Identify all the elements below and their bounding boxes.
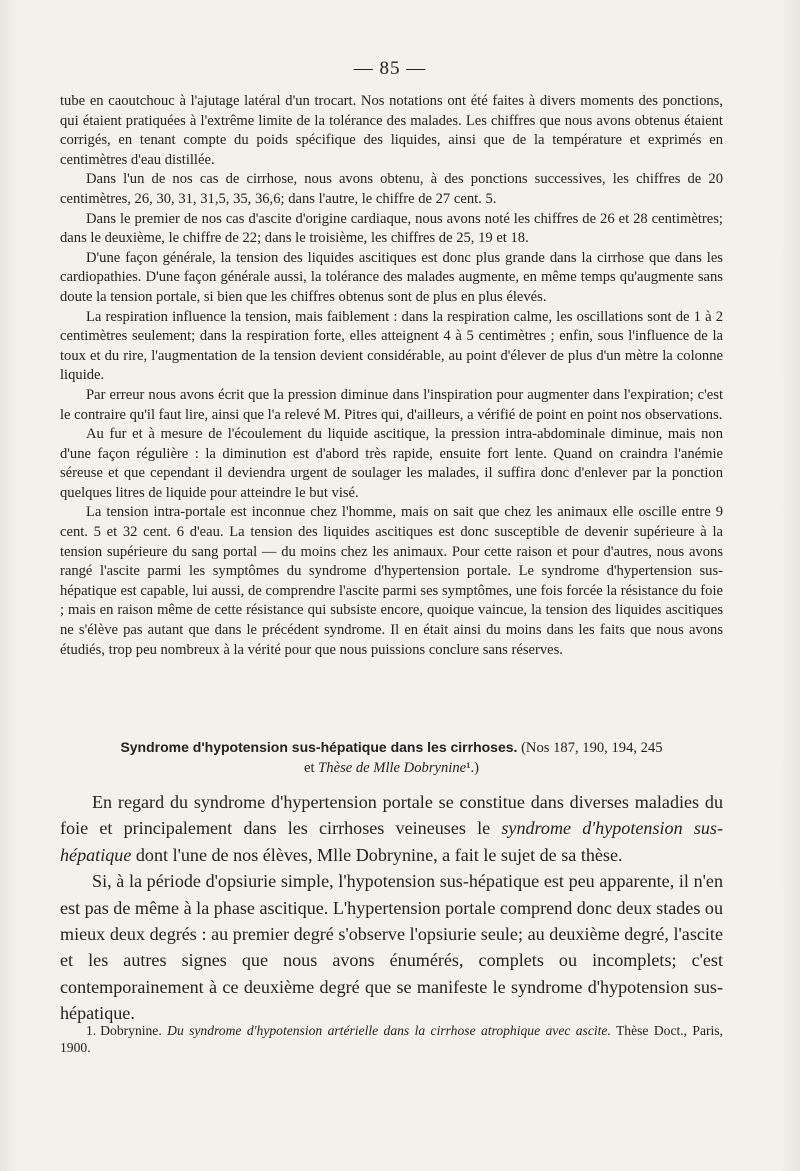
section-subtitle-thesis: Thèse de Mlle Dobrynine	[318, 760, 467, 776]
footnote-title: Du syndrome d'hypotension artérielle dans la cirrhose atrophique avec ascite.	[167, 1023, 611, 1038]
footnote-author: Dobrynine.	[100, 1023, 162, 1038]
section-subtitle-suffix: ¹.)	[466, 760, 479, 776]
paragraph: Dans l'un de nos cas de cirrhose, nous avons obtenu, à des ponctions successives, les chiffres de 20 centimètres, 26, 30, 31, 31,5, 35, 36,6; dans l'autre, le chiffre de 27 cent. 5.	[60, 171, 723, 207]
paragraph	[60, 789, 723, 868]
paragraph-text: dont l'une de nos élèves, Mlle Dobrynine, a fait le sujet de sa thèse.	[131, 844, 623, 865]
section-subtitle-prefix: et	[303, 760, 319, 776]
paragraph: tube en caoutchouc à l'ajutage latéral d'un trocart. Nos notations ont été faites à divers moments des ponctions, qui étaient pratiquées à l'extrême limite de la tolérance des malades. Les chiffres que nous avons obtenus étaient corrigés, en tenant compte du poids spécifique des liquides, ainsi que de la température et exprimés en centimètres d'eau distillée.	[60, 93, 723, 168]
paragraph: Au fur et à mesure de l'écoulement du liquide ascitique, la pression intra-abdominale diminue, mais non d'une façon régulière : la diminution est d'abord très rapide, ensuite fort lente. Quand on craindra l'anémie séreuse et que cependant il deviendra urgent de soulager les malades, il suffira donc d'enlever par la ponction quelques litres de liquide pour atteindre le but visé.	[60, 426, 723, 501]
section-references: (Nos 187, 190, 194, 245	[517, 740, 663, 756]
section-title: Syndrome d'hypotension sus-hépatique dans les cirrhoses.	[120, 739, 518, 755]
section-heading	[60, 737, 723, 778]
lower-text-block	[60, 789, 723, 1027]
paragraph: D'une façon générale, la tension des liquides ascitiques est donc plus grande dans la cirrhose que dans les cardiopathies. D'une façon générale aussi, la tolérance des malades augmente, en même temps qu'augmente sans doute la tension portale, si bien que les chiffres obtenus sont de plus en plus élevés.	[60, 249, 723, 305]
upper-text-block	[60, 92, 723, 660]
footnote	[60, 1022, 723, 1056]
paragraph: La respiration influence la tension, mais faiblement : dans la respiration calme, les oscillations sont de 1 à 2 centimètres seulement; dans la respiration forte, elles atteignent 4 à 5 centimètres ; enfin, sous l'influence de la toux et du rire, l'augmentation de la tension devient considérable, au point d'élever de plus d'un mètre la colonne liquide.	[60, 308, 723, 384]
paragraph-text: Si, à la période d'opsiurie simple, l'hypotension sus-hépatique est peu apparente, il n'en est pas de même à la phase ascitique. L'hypertension portale comprend donc deux stades ou mieux deux degrés : au premier degré s'observe l'opsiurie seule; au deuxième degré, l'ascite et les autres signes que nous avons énumérés, complets ou incomplets; c'est contemporainement à ce deuxième degré que se manifeste le syndrome d'hypotension sus-hépatique.	[60, 871, 723, 1024]
paragraph: Dans le premier de nos cas d'ascite d'origine cardiaque, nous avons noté les chiffres de 26 et 28 centimètres; dans le deuxième, le chiffre de 22; dans le troisième, les chiffres de 25, 19 et 18.	[60, 210, 723, 247]
paragraph-emphasis: syndrome d'hypotension sus-hépatique	[60, 818, 723, 865]
paragraph: La tension intra-portale est inconnue chez l'homme, mais on sait que chez les animaux elle oscille entre 9 cent. 5 et 32 cent. 6 d'eau. La tension des liquides ascitiques est donc susceptible de devenir supérieure à la tension supérieure du sang portal — du moins chez les animaux. Pour cette raison et pour d'autres, nous avons rangé l'ascite parmi les symptômes du syndrome d'hypertension portale. Le syndrome d'hypertension sus-hépatique est capable, lui aussi, de comprendre l'ascite parmi ses symptômes, une fois forcée la résistance du foie ; mais en raison même de cette résistance qui subsiste encore, quoique vaincue, la tension des liquides ascitiques ne s'élève pas autant que dans le précédent syndrome. Il en était ainsi du moins dans les faits que nous avons étudiés, trop peu nombreux à la vérité pour que nous puissions conclure sans réserves.	[60, 504, 723, 658]
paragraph: Par erreur nous avons écrit que la pression diminue dans l'inspiration pour augmenter dans l'expiration; c'est le contraire qu'il faut lire, ainsi que l'a relevé M. Pitres qui, d'ailleurs, a vérifié de point en point nos observations.	[60, 386, 723, 423]
footnote-publication: Thèse Doct., Paris, 1900.	[60, 1023, 723, 1055]
footnote-marker: 1.	[86, 1023, 97, 1038]
paragraph-text: En regard du syndrome d'hypertension portale se constitue dans diverses maladies du foie et principalement dans les cirrhoses veineuses le	[60, 792, 723, 839]
page-number: — 85 —	[353, 58, 427, 79]
paragraph	[60, 868, 723, 1026]
